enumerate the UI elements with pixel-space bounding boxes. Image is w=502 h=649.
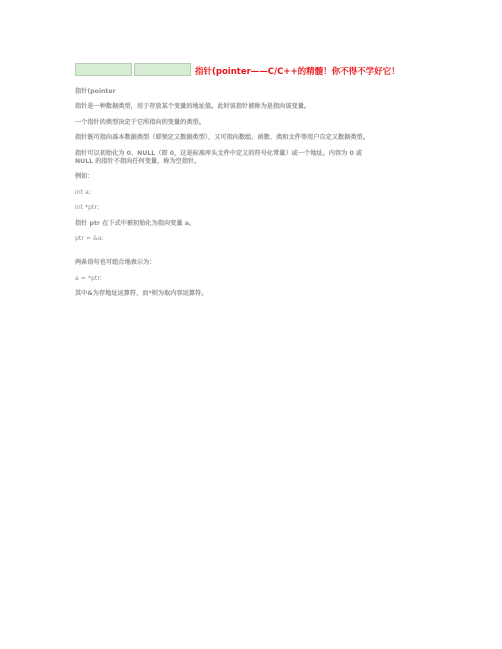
paragraph-example-label: 例如： [75,173,94,181]
document-title: 指针(pointer——C/C++的精髓！你不得不学好它！ [195,67,400,77]
title-row [75,60,400,76]
paragraph-initialization: 指针可以初始化为 0、NULL（即 0，这是标准库头文件中定义的符号化常量）或一个地址。内容为 0 或 NULL 的指针不指向任何变量，称为空指针。 [75,149,363,166]
paragraph-ptr-init: 指针 ptr 在下式中被初始化为指向变量 a。 [75,219,196,227]
code-line-int-a: int a; [75,188,91,196]
paragraph-heading: 指针(pointer [75,88,116,95]
paragraph-targets: 指针既可指向基本数据类型（即预定义数据类型），又可指向数组、函数、类和文件等用户自定义数据类型。 [75,134,369,142]
code-line-ptr-assign: ptr = &a; [75,235,104,243]
header-cell-2 [134,63,191,76]
code-line-deref: a = *ptr; [75,274,102,282]
paragraph-type: 一个指针的类型决定于它所指向的变量的类型。 [75,118,205,126]
header-cell-1 [75,63,132,76]
paragraph-combined: 两条语句也可组合地表示为： [75,259,156,267]
paragraph-definition: 指针是一种数据类型，用于存放某个变量的地址值。此时该指针被称为是指向该变量。 [75,103,311,111]
paragraph-operators: 其中&为存地址运算符，而*则为取内容运算符。 [75,290,208,298]
document-body [75,88,375,306]
code-line-int-ptr: int *ptr; [75,204,100,212]
